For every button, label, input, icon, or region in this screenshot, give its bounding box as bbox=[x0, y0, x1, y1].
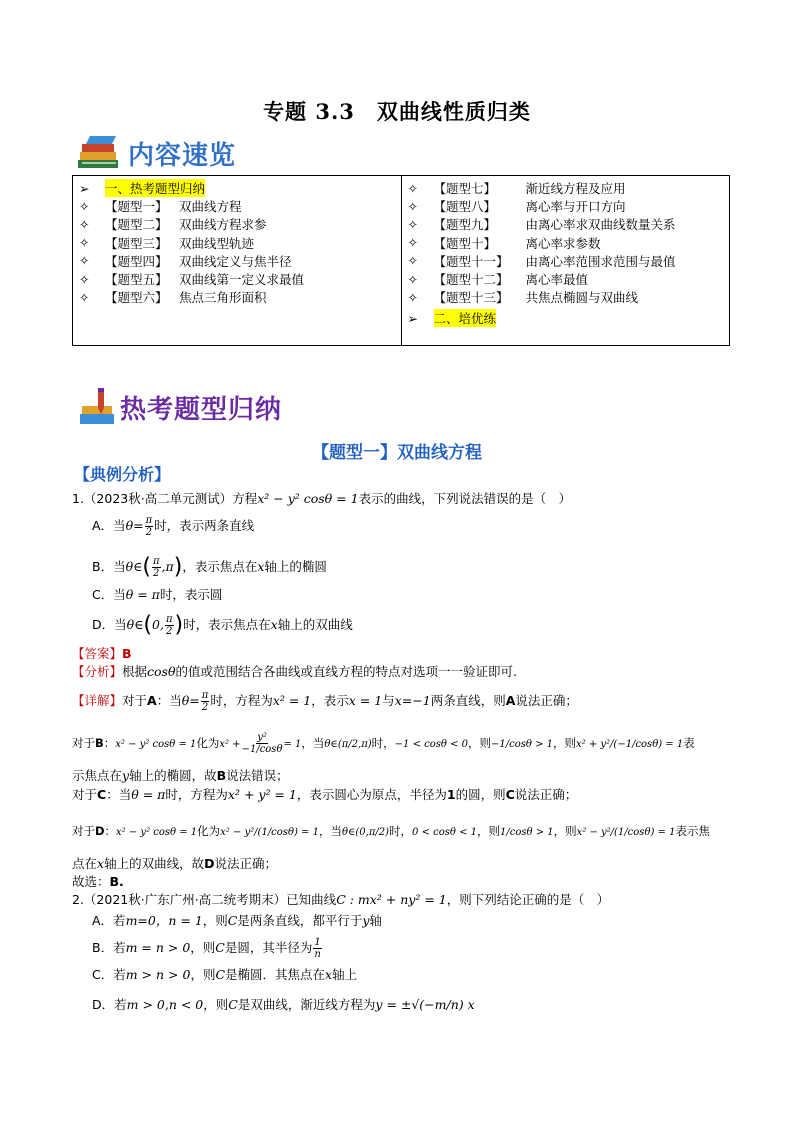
toc-item-text: 双曲线第一定义求最值 bbox=[179, 272, 305, 288]
numerator: π bbox=[145, 515, 153, 526]
math: θ∈ bbox=[125, 559, 143, 574]
text: ： bbox=[103, 736, 116, 750]
toc-header bbox=[76, 134, 236, 172]
math: x² = 1 bbox=[272, 693, 312, 708]
math: θ∈ bbox=[126, 617, 144, 632]
math: ,π bbox=[161, 559, 174, 574]
math: m > n > 0 bbox=[125, 967, 191, 982]
toc-item[interactable] bbox=[79, 288, 401, 306]
text: ，则 bbox=[553, 736, 577, 750]
toc-item[interactable] bbox=[408, 234, 730, 252]
detail-label: 【详解】 bbox=[72, 693, 123, 708]
toc-item-label: 【题型六】 bbox=[105, 290, 168, 306]
text: B．若 bbox=[92, 940, 126, 955]
text: ，表示 bbox=[311, 693, 349, 708]
toc-item[interactable] bbox=[408, 215, 730, 233]
toc-item-text: 双曲线定义与焦半径 bbox=[179, 253, 292, 269]
q1-conclusion bbox=[72, 873, 124, 891]
diamond-star-icon: ✧ bbox=[79, 235, 90, 251]
text: C bbox=[97, 787, 107, 802]
text: 说法正确； bbox=[515, 693, 578, 708]
math: x² − y² cosθ = 1 bbox=[116, 827, 198, 838]
toc-item-label: 【题型十一】 bbox=[433, 253, 509, 269]
text: 示焦点在 bbox=[72, 768, 123, 783]
text: 对于 bbox=[122, 693, 148, 708]
books-icon bbox=[76, 134, 122, 172]
text: ，则 bbox=[203, 997, 229, 1012]
q2-option-c bbox=[92, 966, 357, 984]
q1-detail-d-cont bbox=[72, 855, 277, 873]
toc-item-text: 离心率求参数 bbox=[525, 235, 601, 251]
math: m=0，n = 1 bbox=[125, 913, 203, 928]
numerator: π bbox=[165, 614, 173, 625]
text: A．当 bbox=[92, 518, 126, 533]
math: θ∈(0,π/2) bbox=[341, 827, 390, 838]
toc-item-label: 【题型十二】 bbox=[433, 272, 509, 288]
answer-label: 【答案】 bbox=[72, 646, 123, 661]
text: 时，方程为 bbox=[210, 693, 273, 708]
math: 0 < cosθ < 1 bbox=[412, 827, 478, 838]
math: C : mx² + ny² = 1 bbox=[336, 892, 447, 907]
math: 0, bbox=[152, 617, 164, 632]
toc-item[interactable] bbox=[79, 252, 401, 270]
toc-item-text: 由离心率范围求范围与最值 bbox=[525, 253, 676, 269]
toc-item-text: 离心率与开口方向 bbox=[525, 199, 626, 215]
denominator: 2 bbox=[201, 702, 209, 713]
example-analysis-heading: 【典例分析】 bbox=[74, 465, 171, 484]
arrow-icon: ➢ bbox=[79, 180, 90, 196]
math: = 1 bbox=[283, 739, 302, 750]
text: D．若 bbox=[92, 997, 127, 1012]
diamond-star-icon: ✧ bbox=[407, 235, 418, 251]
q2-option-a bbox=[92, 912, 382, 930]
toc-item[interactable] bbox=[408, 252, 730, 270]
toc-item-label: 一、热考题型归纳 bbox=[105, 181, 206, 197]
math: x² + y²/(−1/cosθ) = 1 bbox=[576, 739, 684, 750]
math: −1 < cosθ < 0 bbox=[394, 739, 469, 750]
toc-item[interactable] bbox=[408, 270, 730, 288]
numerator: y² bbox=[257, 732, 267, 743]
text: C bbox=[505, 787, 515, 802]
text: B bbox=[95, 736, 104, 750]
toc-item[interactable] bbox=[79, 197, 401, 215]
text: ：当 bbox=[156, 693, 182, 708]
toc-item-label: 【题型二】 bbox=[105, 217, 168, 233]
q1-detail-d bbox=[72, 822, 710, 842]
text: 轴上的双曲线 bbox=[277, 617, 353, 632]
text: 2.（2021秋·广东广州·高二统考期末）已知曲线 bbox=[72, 892, 337, 907]
toc-item[interactable] bbox=[408, 179, 730, 197]
numerator: 1 bbox=[314, 937, 321, 948]
text: A．若 bbox=[92, 913, 126, 928]
denominator: 2 bbox=[145, 527, 153, 538]
text: 时，方程为 bbox=[165, 787, 228, 802]
toc-item-text: 离心率最值 bbox=[525, 272, 589, 288]
math: y = ±√(−m/n) x bbox=[375, 997, 475, 1012]
diamond-star-icon: ✧ bbox=[79, 271, 90, 287]
math: x bbox=[270, 617, 278, 632]
toc-item-text: 由离心率求双曲线数量关系 bbox=[525, 217, 676, 233]
toc-item[interactable] bbox=[79, 215, 401, 233]
math: θ = π bbox=[131, 787, 166, 802]
text: ，则 bbox=[477, 824, 501, 838]
section-header-text: 热考题型归纳 bbox=[120, 394, 283, 425]
fraction bbox=[313, 937, 321, 960]
math: x² − y² cosθ = 1 bbox=[257, 491, 359, 506]
q1-option-b: B．当θ∈( $\frac{\pi}{2}$ ,π)，表示焦点在x轴上的椭圆 bbox=[92, 554, 327, 580]
text: 说法错误； bbox=[226, 768, 289, 783]
toc-item-label: 【题型十】 bbox=[433, 235, 497, 251]
text: 时，表示两条直线 bbox=[154, 518, 255, 533]
q1-detail-a bbox=[72, 690, 578, 713]
text: B. bbox=[109, 874, 124, 889]
text: B．当 bbox=[92, 559, 126, 574]
text: 化为 bbox=[196, 736, 220, 750]
diamond-star-icon: ✧ bbox=[407, 271, 418, 287]
text: 是双曲线，渐近线方程为 bbox=[237, 997, 376, 1012]
text: 轴上的椭圆，故 bbox=[129, 768, 217, 783]
denominator: −1/cosθ bbox=[241, 744, 283, 755]
text: 轴 bbox=[369, 913, 382, 928]
diamond-star-icon: ✧ bbox=[407, 198, 418, 214]
text: 与 bbox=[382, 693, 395, 708]
math: y bbox=[362, 913, 370, 928]
q2-option-b bbox=[92, 937, 323, 960]
text: 轴上的双曲线，故 bbox=[104, 856, 205, 871]
toc-item[interactable] bbox=[408, 288, 730, 306]
denominator: n bbox=[314, 949, 321, 960]
pencil-books-icon bbox=[78, 386, 118, 428]
text: 是椭圆．其焦点在 bbox=[225, 967, 326, 982]
math: x² + y² = 1 bbox=[227, 787, 297, 802]
diamond-star-icon: ✧ bbox=[79, 198, 90, 214]
toc-item-label: 【题型四】 bbox=[105, 253, 168, 269]
text: 1.（2023秋·高二单元测试）方程 bbox=[72, 491, 258, 506]
toc-left-column bbox=[73, 176, 402, 346]
diamond-star-icon: ✧ bbox=[407, 216, 418, 232]
math: θ = π bbox=[125, 587, 160, 602]
diamond-star-icon: ✧ bbox=[79, 253, 90, 269]
text: 轴上 bbox=[332, 967, 358, 982]
text: 是两条直线，都平行于 bbox=[237, 913, 363, 928]
math: θ= bbox=[125, 518, 144, 533]
text: ，则 bbox=[553, 824, 577, 838]
text: 的值或范围结合各曲线或直线方程的特点对选项一一验证即可. bbox=[175, 664, 517, 679]
toc-item-label: 【题型一】 bbox=[105, 199, 168, 215]
toc-item[interactable] bbox=[79, 270, 401, 288]
math: x bbox=[257, 559, 265, 574]
q1-answer bbox=[72, 645, 132, 663]
toc-item-text: 双曲线型轨迹 bbox=[179, 235, 255, 251]
diamond-star-icon: ✧ bbox=[79, 216, 90, 232]
text: 说法正确； bbox=[514, 787, 578, 802]
toc-right-column bbox=[401, 176, 730, 346]
toc-item[interactable] bbox=[408, 197, 730, 215]
q1-detail-b-cont bbox=[72, 767, 289, 785]
toc-item[interactable] bbox=[79, 234, 401, 252]
math: 1/cosθ > 1 bbox=[500, 827, 554, 838]
text: ，则下列结论正确的是（ ） bbox=[446, 892, 610, 907]
numerator: π bbox=[201, 690, 209, 701]
toc-item-text: 双曲线方程求参 bbox=[179, 217, 267, 233]
text: 化为 bbox=[197, 824, 221, 838]
text: C．当 bbox=[92, 587, 126, 602]
text: ： bbox=[104, 824, 117, 838]
fraction bbox=[145, 515, 154, 538]
toc-item-label: 【题型七】 bbox=[433, 181, 497, 197]
toc-table bbox=[72, 175, 730, 346]
text: 时，表示圆 bbox=[159, 587, 223, 602]
text: ，则 bbox=[190, 940, 216, 955]
text: ，当 bbox=[318, 824, 342, 838]
text: A bbox=[147, 693, 157, 708]
math: C bbox=[215, 940, 225, 955]
text: D bbox=[204, 856, 215, 871]
fraction bbox=[152, 556, 161, 579]
math: x² − y² cosθ = 1 bbox=[115, 739, 197, 750]
toc-item-label: 【题型三】 bbox=[105, 235, 168, 251]
q2-stem bbox=[72, 891, 609, 909]
toc-item-label: 【题型九】 bbox=[433, 217, 497, 233]
math: C bbox=[215, 967, 226, 982]
text: ：当 bbox=[106, 787, 132, 802]
text: 表示的曲线，下列说法错误的是（ ） bbox=[358, 491, 572, 506]
math: y bbox=[122, 768, 130, 783]
text: 表示焦 bbox=[675, 824, 710, 838]
toc-item-label: 【题型五】 bbox=[105, 272, 168, 288]
text: 对于 bbox=[72, 736, 95, 750]
q1-detail-c bbox=[72, 786, 577, 804]
math: m > 0,n < 0 bbox=[126, 997, 204, 1012]
toc-item-text: 共焦点椭圆与双曲线 bbox=[525, 290, 639, 306]
text: 点在 bbox=[72, 856, 98, 871]
toc-item[interactable] bbox=[79, 179, 401, 197]
fraction bbox=[201, 690, 210, 713]
math: m = n > 0 bbox=[125, 940, 191, 955]
text: 时， bbox=[389, 824, 413, 838]
text: 轴上的椭圆 bbox=[264, 559, 327, 574]
numerator: π bbox=[152, 556, 160, 567]
q1-detail-b bbox=[72, 732, 695, 755]
text: ，表示焦点在 bbox=[182, 559, 258, 574]
math: x² + bbox=[219, 739, 241, 750]
math: cosθ bbox=[147, 664, 176, 679]
text: D bbox=[95, 824, 105, 838]
toc-item-label: 【题型八】 bbox=[433, 199, 497, 215]
diamond-star-icon: ✧ bbox=[407, 289, 418, 305]
section-header bbox=[78, 386, 282, 428]
math: x bbox=[325, 967, 333, 982]
text: ，则 bbox=[202, 913, 228, 928]
math: x bbox=[97, 856, 105, 871]
math: x² − y²/(1/cosθ) = 1 bbox=[220, 827, 319, 838]
text: 根据 bbox=[122, 664, 148, 679]
text: B bbox=[216, 768, 227, 783]
text: 表 bbox=[683, 736, 695, 750]
q1-option-d: D．当θ∈(0, $\frac{\pi}{2}$ )时，表示焦点在x轴上的双曲线 bbox=[92, 612, 353, 638]
toc-item-text: 渐近线方程及应用 bbox=[525, 181, 626, 197]
text: ，则 bbox=[468, 736, 492, 750]
math: C bbox=[227, 913, 238, 928]
text: 的圆，则 bbox=[455, 787, 506, 802]
math: −1/cosθ > 1 bbox=[491, 739, 554, 750]
text: C．若 bbox=[92, 967, 126, 982]
diamond-star-icon: ✧ bbox=[407, 180, 418, 196]
q1-option-c bbox=[92, 586, 222, 604]
text: 对于 bbox=[72, 824, 95, 838]
text: 对于 bbox=[72, 787, 98, 802]
text: D．当 bbox=[92, 617, 127, 632]
math: x² − y²/(1/cosθ) = 1 bbox=[576, 827, 676, 838]
diamond-star-icon: ✧ bbox=[407, 253, 418, 269]
math: θ= bbox=[181, 693, 200, 708]
text: ，则 bbox=[190, 967, 216, 982]
math: x = 1 bbox=[348, 693, 383, 708]
text: A bbox=[505, 693, 516, 708]
denominator: 2 bbox=[166, 626, 173, 637]
text: ，当 bbox=[301, 736, 325, 750]
text: ，表示圆心为原点，半径为 bbox=[296, 787, 447, 802]
toc-header-text: 内容速览 bbox=[128, 140, 237, 171]
text: 说法正确； bbox=[214, 856, 277, 871]
text: 时， bbox=[371, 736, 395, 750]
answer-value: B bbox=[122, 646, 132, 661]
toc-item[interactable] bbox=[408, 309, 730, 327]
fraction bbox=[165, 614, 174, 637]
toc-item-text: 双曲线方程 bbox=[179, 199, 242, 215]
arrow-icon: ➢ bbox=[407, 310, 418, 326]
text: 是圆，其半径为 bbox=[224, 940, 313, 955]
math: C bbox=[228, 997, 238, 1012]
toc-item-text: 焦点三角形面积 bbox=[179, 290, 267, 306]
page-title: 专题 3.3 双曲线性质归类 bbox=[263, 99, 531, 124]
text: 两条直线，则 bbox=[430, 693, 506, 708]
q1-analysis bbox=[72, 663, 517, 681]
text: 时，表示焦点在 bbox=[183, 617, 271, 632]
text: 1 bbox=[446, 787, 456, 802]
toc-item-label: 二、培优练 bbox=[433, 311, 497, 327]
q2-option-d bbox=[92, 996, 475, 1014]
analysis-label: 【分析】 bbox=[72, 664, 123, 679]
math: θ∈(π/2,π) bbox=[324, 739, 372, 750]
section-title: 【题型一】双曲线方程 bbox=[312, 443, 482, 463]
math: x=−1 bbox=[394, 693, 431, 708]
diamond-star-icon: ✧ bbox=[79, 289, 90, 305]
q1-option-a bbox=[92, 515, 254, 538]
text: 故选： bbox=[72, 874, 110, 889]
toc-item-label: 【题型十三】 bbox=[433, 290, 509, 306]
fraction bbox=[242, 732, 283, 755]
q1-stem bbox=[72, 490, 571, 508]
denominator: 2 bbox=[153, 568, 160, 579]
